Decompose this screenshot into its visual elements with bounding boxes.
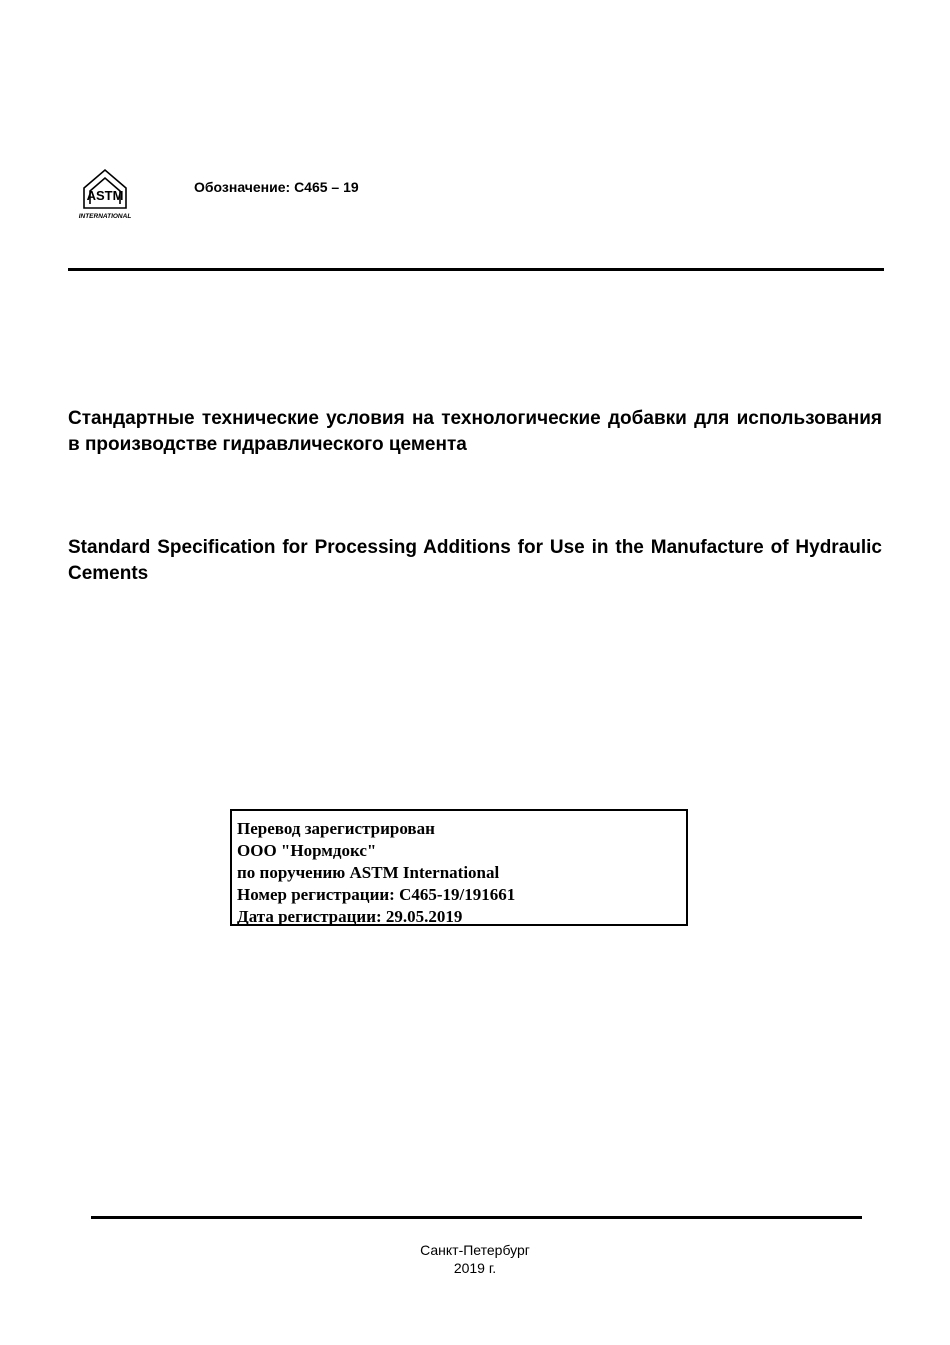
registration-line: по поручению ASTM International: [237, 863, 500, 882]
registration-line: ООО "Нормдокс": [237, 841, 377, 860]
logo-sub-text: INTERNATIONAL: [78, 213, 132, 220]
footer: [0, 1241, 950, 1277]
registration-line: Перевод зарегистрирован: [237, 819, 435, 838]
registration-line: Дата регистрации: 29.05.2019: [237, 907, 463, 926]
title-russian: Стандартные технические условия на технологические добавки для использования в производстве гидравлического цемента: [68, 408, 882, 455]
footer-city: Санкт-Петербург: [420, 1242, 530, 1258]
footer-divider: [91, 1216, 862, 1219]
title-english: Standard Specification for Processing Additions for Use in the Manufacture of Hydraulic Cements: [68, 537, 882, 584]
registration-stamp: [230, 809, 688, 926]
document-designation: Обозначение: C465 – 19: [194, 179, 359, 195]
registration-line: Номер регистрации: C465-19/191661: [237, 885, 516, 904]
astm-international-logo-icon: [78, 164, 132, 222]
logo-mark-text: ASTM: [86, 188, 124, 203]
header-divider: [68, 268, 884, 271]
footer-year: 2019 г.: [453, 1260, 497, 1276]
